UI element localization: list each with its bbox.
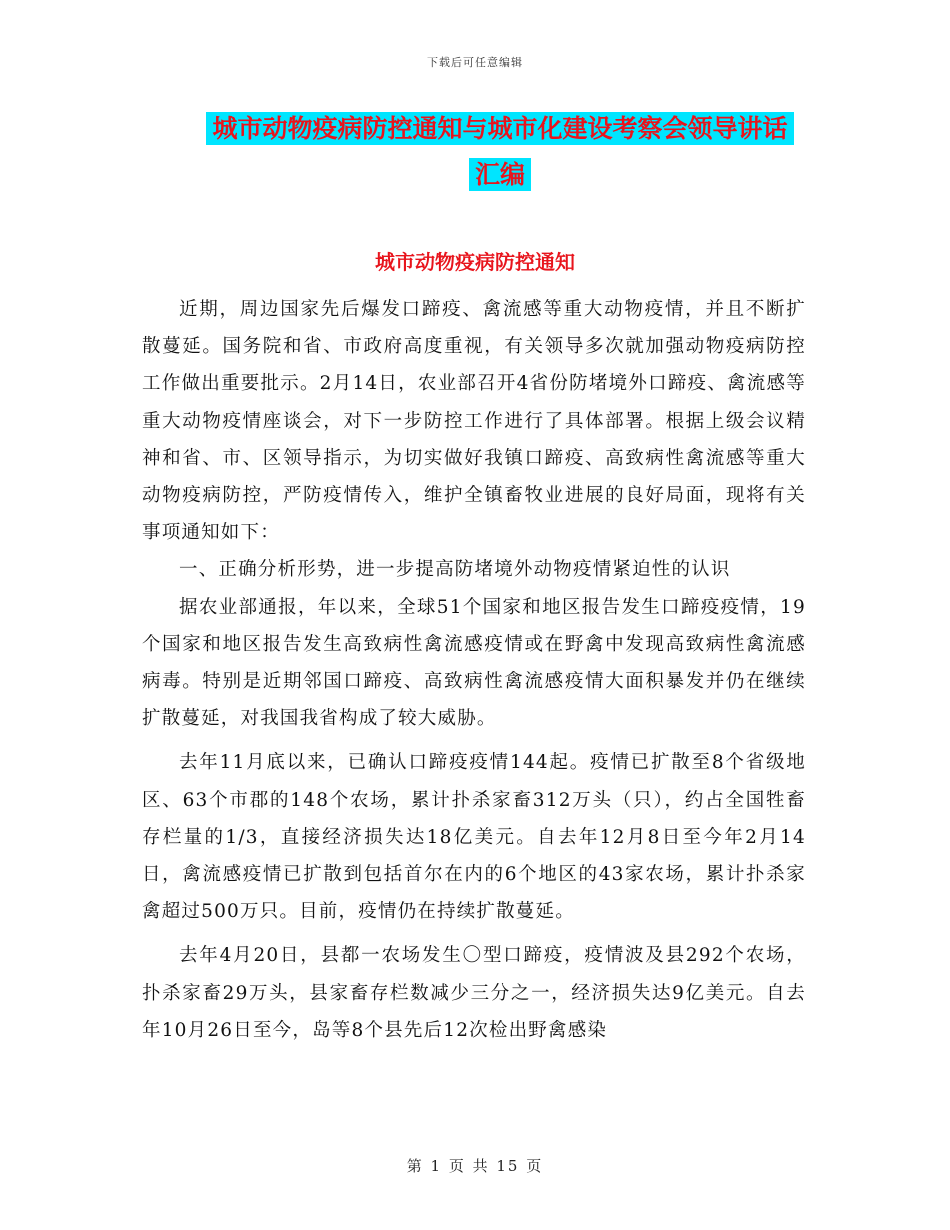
paragraph-ministry-report: 据农业部通报，年以来，全球51个国家和地区报告发生口蹄疫疫情，19个国家和地区报告发生高致病性禽流感疫情或在野禽中发现高致病性禽流感病毒。特别是近期邻国口蹄疫、高致病性禽流感疫情大面积暴发并仍在继续扩散蔓延，对我国我省构成了较大威胁。 [142,596,806,730]
section-title: 城市动物疫病防控通知 [375,250,575,274]
document-title-line-2: 汇编 [469,158,531,191]
paragraph-fmd-outbreak: 去年11月底以来，已确认口蹄疫疫情144起。疫情已扩散至8个省级地区、63个市郡的148个农场，累计扑杀家畜312万头（只），约占全国牲畜存栏量的1/3，直接经济损失达18亿美元。自去年12月8日至今年2月14日，禽流感疫情已扩散到包括首尔在内的6个地区的43家农场，累计扑杀家禽超过500万只。目前，疫情仍在持续扩散蔓延。 [142,752,806,923]
paragraph-county-outbreak: 去年4月20日，县都一农场发生〇型口蹄疫，疫情波及县292个农场，扑杀家畜29万头，县家畜存栏数减少三分之一，经济损失达9亿美元。自去年10月26日至今，岛等8个县先后12次检出野禽感染 [142,945,806,1041]
document-title [190,106,810,198]
document-title-line-1: 城市动物疫病防控通知与城市化建设考察会领导讲话 [206,112,793,145]
paragraph-intro: 近期，周边国家先后爆发口蹄疫、禽流感等重大动物疫情，并且不断扩散蔓延。国务院和省、市政府高度重视，有关领导多次就加强动物疫病防控工作做出重要批示。2月14日，农业部召开4省份防堵境外口蹄疫、禽流感等重大动物疫情座谈会，对下一步防控工作进行了具体部署。根据上级会议精神和省、市、区领导指示，为切实做好我镇口蹄疫、高致病性禽流感等重大动物疫病防控，严防疫情传入，维护全镇畜牧业进展的良好局面，现将有关事项通知如下： [142,299,806,544]
paragraph-heading-1: 一、正确分析形势，进一步提高防堵境外动物疫情紧迫性的认识 [179,559,731,581]
page-header-note: 下载后可任意编辑 [427,56,523,69]
document-body [142,291,806,1049]
page-number: 第 1 页 共 15 页 [406,1157,544,1175]
